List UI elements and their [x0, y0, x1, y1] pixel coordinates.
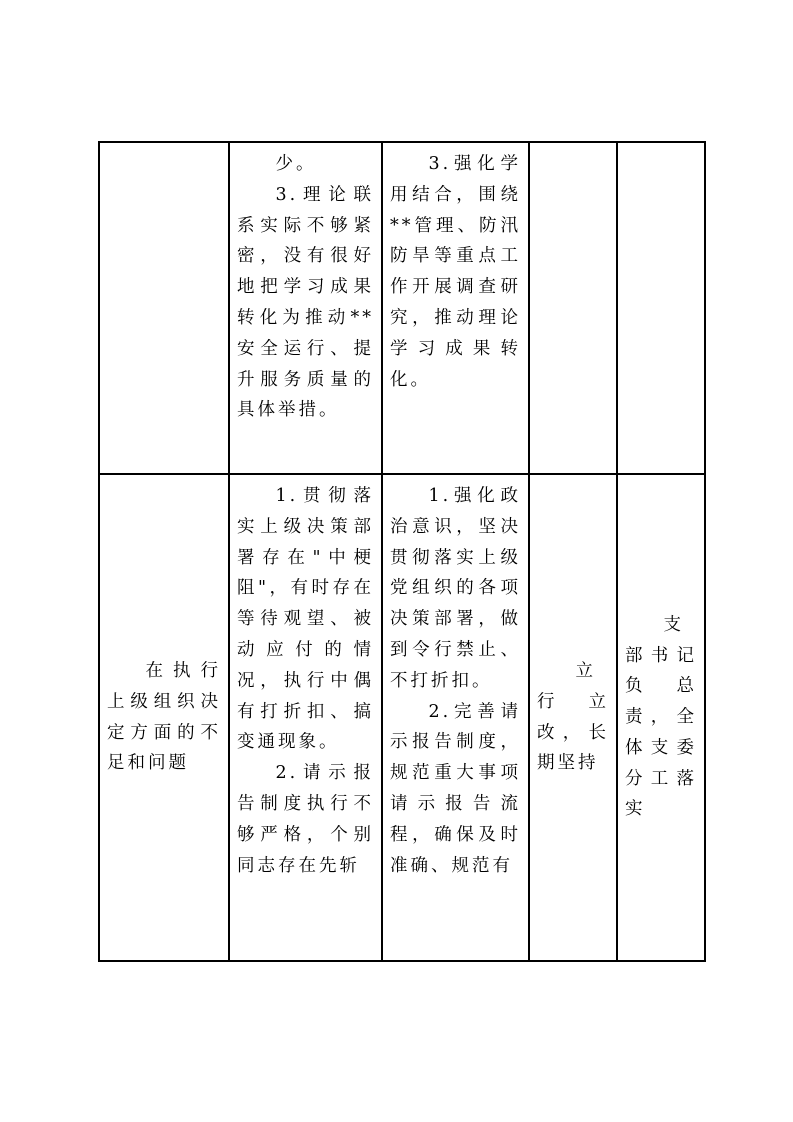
problem-category-text: 在执行上级组织决定方面的不足和问题 — [107, 660, 221, 774]
issue-paragraph: 2.请示报告制度执行不够严格，个别同志存在先斩 — [237, 763, 374, 876]
rectification-table — [98, 141, 706, 962]
issue-paragraph: 少。 — [275, 154, 317, 174]
deadline-cell — [529, 142, 617, 474]
measure-paragraph: 3.强化学用结合，围绕**管理、防汛防旱等重点工作开展调查研究，推动理论学习成果转化。 — [390, 154, 521, 390]
measures-cell — [382, 142, 529, 474]
problem-category-cell — [99, 142, 229, 474]
measures-cell — [382, 474, 529, 961]
issue-paragraph: 3.理论联系实际不够紧密，没有很好地把学习成果转化为推动**安全运行、提升服务质量的具体举措。 — [237, 184, 374, 421]
deadline-text: 立行立改，长期坚持 — [537, 660, 609, 774]
responsible-cell — [617, 142, 705, 474]
issues-cell — [229, 142, 382, 474]
issues-cell — [229, 474, 382, 961]
measure-paragraph: 1.强化政治意识，坚决贯彻落实上级党组织的各项决策部署，做到令行禁止、不打折扣。 — [390, 486, 521, 691]
deadline-cell — [529, 474, 617, 961]
issue-paragraph: 1.贯彻落实上级决策部署存在"中梗阻"，有时存在等待观望、被动应付的情况，执行中偶有打折扣、搞变通现象。 — [237, 486, 374, 753]
measure-paragraph: 2.完善请示报告制度，规范重大事项请示报告流程，确保及时准确、规范有 — [390, 701, 521, 876]
table-row — [99, 142, 705, 474]
responsible-text: 支部书记负总责，全体支委分工落实 — [625, 614, 697, 820]
table-row — [99, 474, 705, 961]
responsible-cell — [617, 474, 705, 961]
problem-category-cell — [99, 474, 229, 961]
